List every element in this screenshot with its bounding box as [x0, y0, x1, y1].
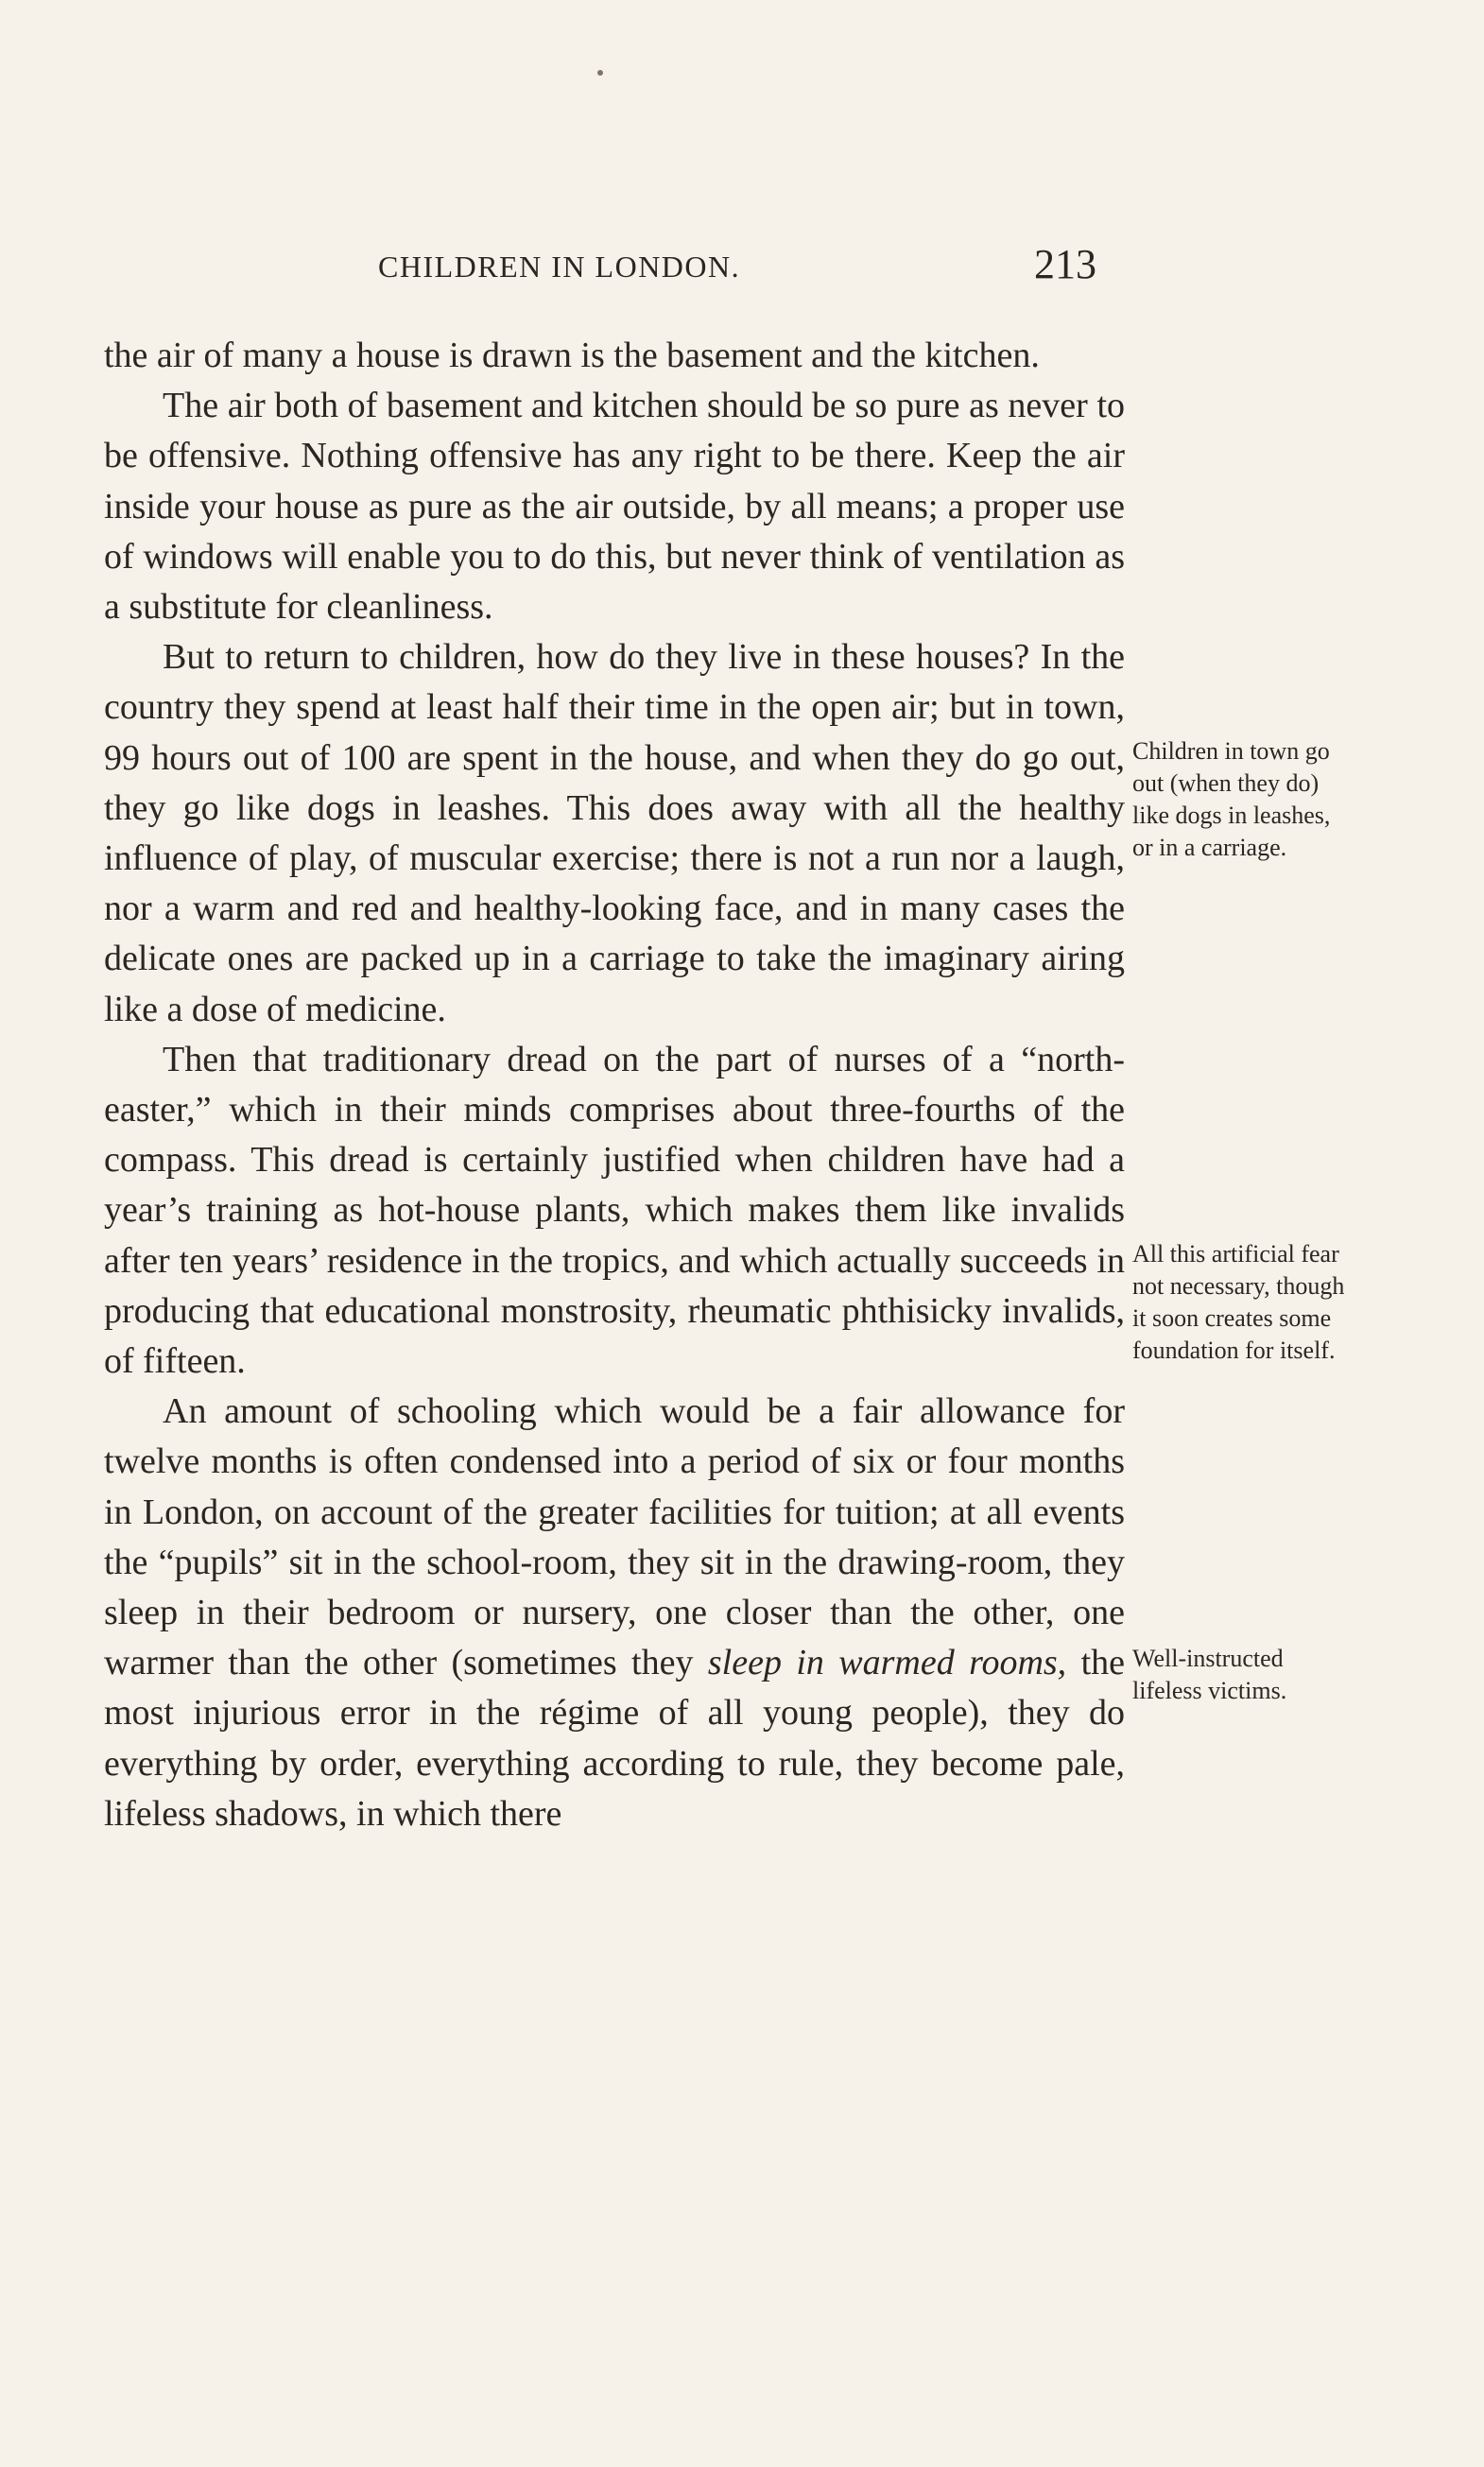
side-note-artificial-fear: All this artificial fear not necessary, though it soon creates some foundation for itself. [1132, 1240, 1345, 1364]
ink-speck [597, 70, 603, 76]
paragraph-5 [104, 1387, 1125, 1839]
paragraph-2: The air both of basement and kitchen should be so pure as never to be offensive. Nothing offensive has any right to be there. Keep the air inside your house as pure as the air outside, by all means; a proper use of windows will enable you to do this, but never think of ventilation as a substitute for cleanliness. [104, 386, 1125, 628]
paragraph-4: Then that traditionary dread on the part of nurses of a “north-easter,” which in their minds comprises about three-fourths of the compass. This dread is certainly justified when children have had a year’s training as hot-house plants, which makes them like invalids after ten years’ residence in the tropics, and which actually succeeds in producing that educational monstrosity, rheumatic phthisicky invalids, of fifteen. [104, 1039, 1125, 1382]
page-header [378, 236, 1096, 293]
body-text [104, 331, 1125, 1839]
paragraph-3: But to return to children, how do they live in these houses? In the country they spend at least half their time in the open air; but in town, 99 hours out of 100 are spent in the house, and when they do go out, they go like dogs in leashes. This does away with all the healthy influence of play, of muscular exercise; there is not a run nor a laugh, nor a warm and red and healthy-looking face, and in many cases the delicate ones are packed up in a carriage to take the imaginary airing like a dose of medicine. [104, 637, 1125, 1029]
side-note-children-in-town: Children in town go out (when they do) like dogs in leashes, or in a carriage. [1132, 737, 1331, 861]
paragraph-5-italic: sleep in warmed rooms, [707, 1643, 1067, 1683]
paragraph-5-start: An amount of schooling which would be a fair allowance for twelve months is often condensed into a period of six or four months in London, on account of the greater facilities for tuition; at all events the “pupils” sit in the school-room, they sit in the drawing-room, they sleep in their bedroom or nursery, one closer than the other, one warmer than the other (sometimes they [104, 1391, 1125, 1683]
page-number: 213 [1034, 241, 1096, 287]
paragraph-1: the air of many a house is drawn is the basement and the kitchen. [104, 336, 1040, 375]
running-title: CHILDREN IN LONDON. [378, 250, 741, 284]
side-note-lifeless-victims: Well-instructed lifeless victims. [1132, 1645, 1287, 1704]
paragraph-5-end: the most injurious error in the régime of all young people), they do everything by order, everything according to rule, they become pale, lifeless shadows, in which there [104, 1643, 1125, 1834]
